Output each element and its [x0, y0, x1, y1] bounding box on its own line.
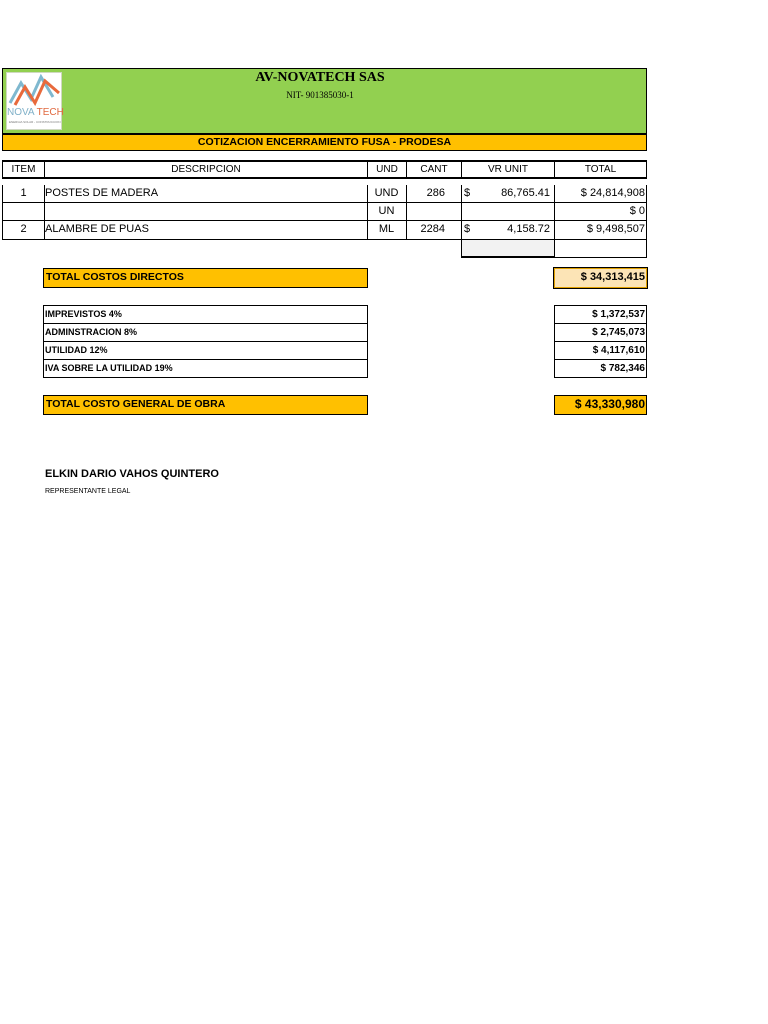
- empty-cell: [461, 240, 555, 258]
- table-row-3-vr-unit: [461, 221, 555, 240]
- column-header-vr-unit: VR UNIT: [461, 160, 555, 179]
- currency-sign: $: [464, 187, 471, 199]
- total-general-cost-value: $ 43,330,980: [554, 395, 647, 415]
- table-row-2-descripcion: [44, 203, 368, 221]
- table-row-2-total: $ 0: [554, 203, 647, 221]
- signer-role: REPRESENTANTE LEGAL: [45, 488, 131, 495]
- company-name: AV-NOVATECH SAS: [255, 70, 385, 85]
- table-row-3-cant: 2284: [406, 221, 462, 240]
- indirect-cost-value: $ 1,372,537: [554, 305, 647, 324]
- logo-tagline: ENERGIA SOLAR - CONSTRUCCION: [9, 120, 61, 124]
- table-row-1-und: UND: [367, 185, 407, 203]
- quote-title: COTIZACION ENCERRAMIENTO FUSA - PRODESA: [2, 134, 647, 151]
- table-row-2-vr-unit: [461, 203, 555, 221]
- table-row-2-item: [2, 203, 45, 221]
- indirect-cost-value: $ 4,117,610: [554, 342, 647, 360]
- indirect-cost-label: IMPREVISTOS 4%: [43, 305, 368, 324]
- column-header-descripcion: DESCRIPCION: [44, 160, 368, 179]
- table-row-1-cant: 286: [406, 185, 462, 203]
- table-row-1-vr-unit: [461, 185, 555, 203]
- indirect-cost-label: UTILIDAD 12%: [43, 342, 368, 360]
- table-row-1-item: 1: [2, 185, 45, 203]
- table-row-2-cant: [406, 203, 462, 221]
- table-row-2-und: UN: [367, 203, 407, 221]
- signer-name: ELKIN DARIO VAHOS QUINTERO: [45, 468, 219, 480]
- table-row-3-descripcion: ALAMBRE DE PUAS: [44, 221, 368, 240]
- empty-cell: [554, 240, 647, 258]
- table-row-1-descripcion: POSTES DE MADERA: [44, 185, 368, 203]
- column-header-total: TOTAL: [554, 160, 647, 179]
- total-direct-costs-label: TOTAL COSTOS DIRECTOS: [43, 268, 368, 288]
- column-header-item: ITEM: [2, 160, 45, 179]
- table-row-3-total: $ 9,498,507: [554, 221, 647, 240]
- table-row-3-item: 2: [2, 221, 45, 240]
- company-nit: NIT- 901385030-1: [286, 90, 354, 100]
- indirect-cost-value: $ 782,346: [554, 360, 647, 378]
- column-header-cant: CANT: [406, 160, 462, 179]
- company-logo: [6, 72, 62, 130]
- novatech-logo-icon: [7, 73, 63, 109]
- indirect-cost-label: ADMINSTRACION 8%: [43, 324, 368, 342]
- indirect-cost-label: IVA SOBRE LA UTILIDAD 19%: [43, 360, 368, 378]
- column-header-und: UND: [367, 160, 407, 179]
- logo-wordmark: NOVA TECH: [7, 107, 64, 118]
- currency-sign: $: [464, 223, 471, 235]
- total-direct-costs-value: $ 34,313,415: [554, 268, 647, 288]
- vr-unit-value: 86,765.41: [501, 187, 550, 199]
- table-row-3-und: ML: [367, 221, 407, 240]
- vr-unit-value: 4,158.72: [507, 223, 550, 235]
- total-general-cost-label: TOTAL COSTO GENERAL DE OBRA: [43, 395, 368, 415]
- indirect-cost-value: $ 2,745,073: [554, 324, 647, 342]
- table-row-1-total: $ 24,814,908: [554, 185, 647, 203]
